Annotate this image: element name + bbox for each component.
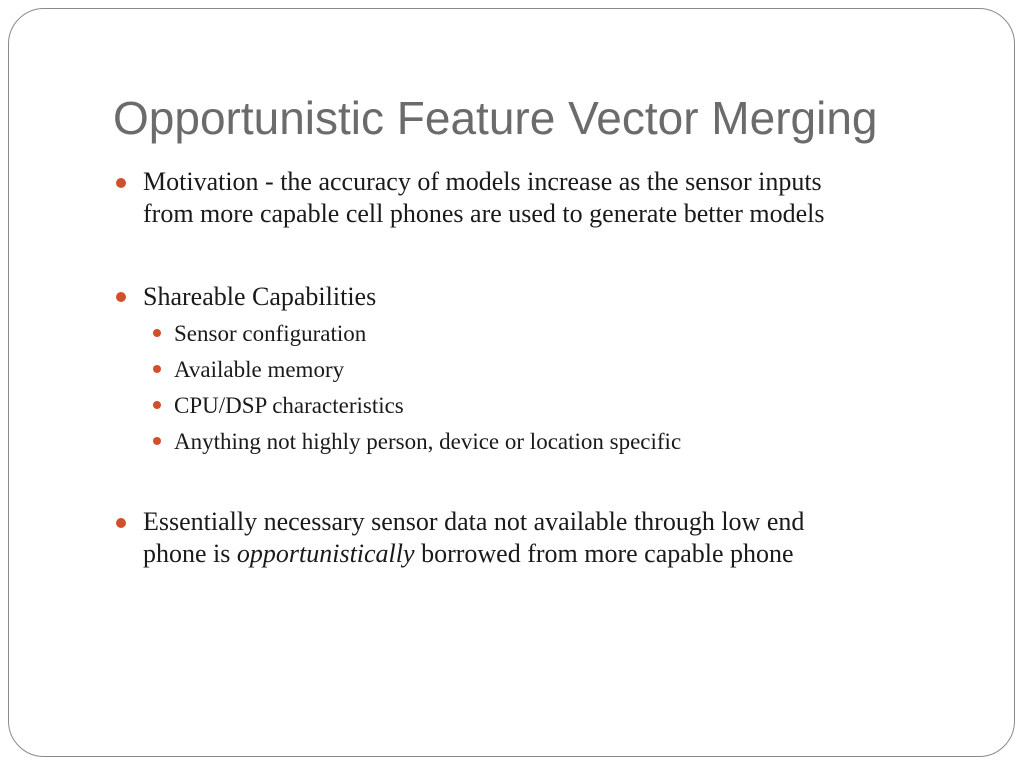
bullet-essentially-line-1: Essentially necessary sensor data not available through low end bbox=[143, 507, 805, 536]
sub-item-cpu-dsp: CPU/DSP characteristics bbox=[174, 393, 404, 418]
sub-bullet-dot-icon bbox=[153, 365, 161, 373]
line-2-after: borrowed from more capable phone bbox=[414, 539, 794, 568]
bullet-shareable-capabilities: Shareable Capabilities bbox=[143, 282, 377, 311]
slide-title: Opportunistic Feature Vector Merging bbox=[113, 92, 878, 144]
bullet-motivation-line-2: from more capable cell phones are used to generate better models bbox=[143, 199, 825, 228]
bullet-essentially bbox=[143, 506, 804, 570]
bullet-dot-icon bbox=[116, 178, 126, 188]
sub-item-sensor-configuration: Sensor configuration bbox=[174, 321, 367, 346]
bullet-motivation-line-1: Motivation - the accuracy of models increase as the sensor inputs bbox=[143, 167, 822, 196]
sub-bullet-dot-icon bbox=[153, 329, 161, 337]
sub-bullet-dot-icon bbox=[153, 401, 161, 409]
sub-item-available-memory: Available memory bbox=[174, 357, 345, 382]
bullet-essentially-line-2 bbox=[143, 538, 804, 570]
sub-bullet-dot-icon bbox=[153, 437, 161, 445]
line-2-before: phone is bbox=[143, 539, 237, 568]
emphasis-opportunistically: opportunistically bbox=[236, 539, 415, 568]
bullet-dot-icon bbox=[116, 518, 126, 528]
bullet-motivation bbox=[143, 166, 824, 230]
sub-item-anything-not-specific: Anything not highly person, device or location specific bbox=[174, 429, 682, 454]
bullet-dot-icon bbox=[116, 292, 126, 302]
